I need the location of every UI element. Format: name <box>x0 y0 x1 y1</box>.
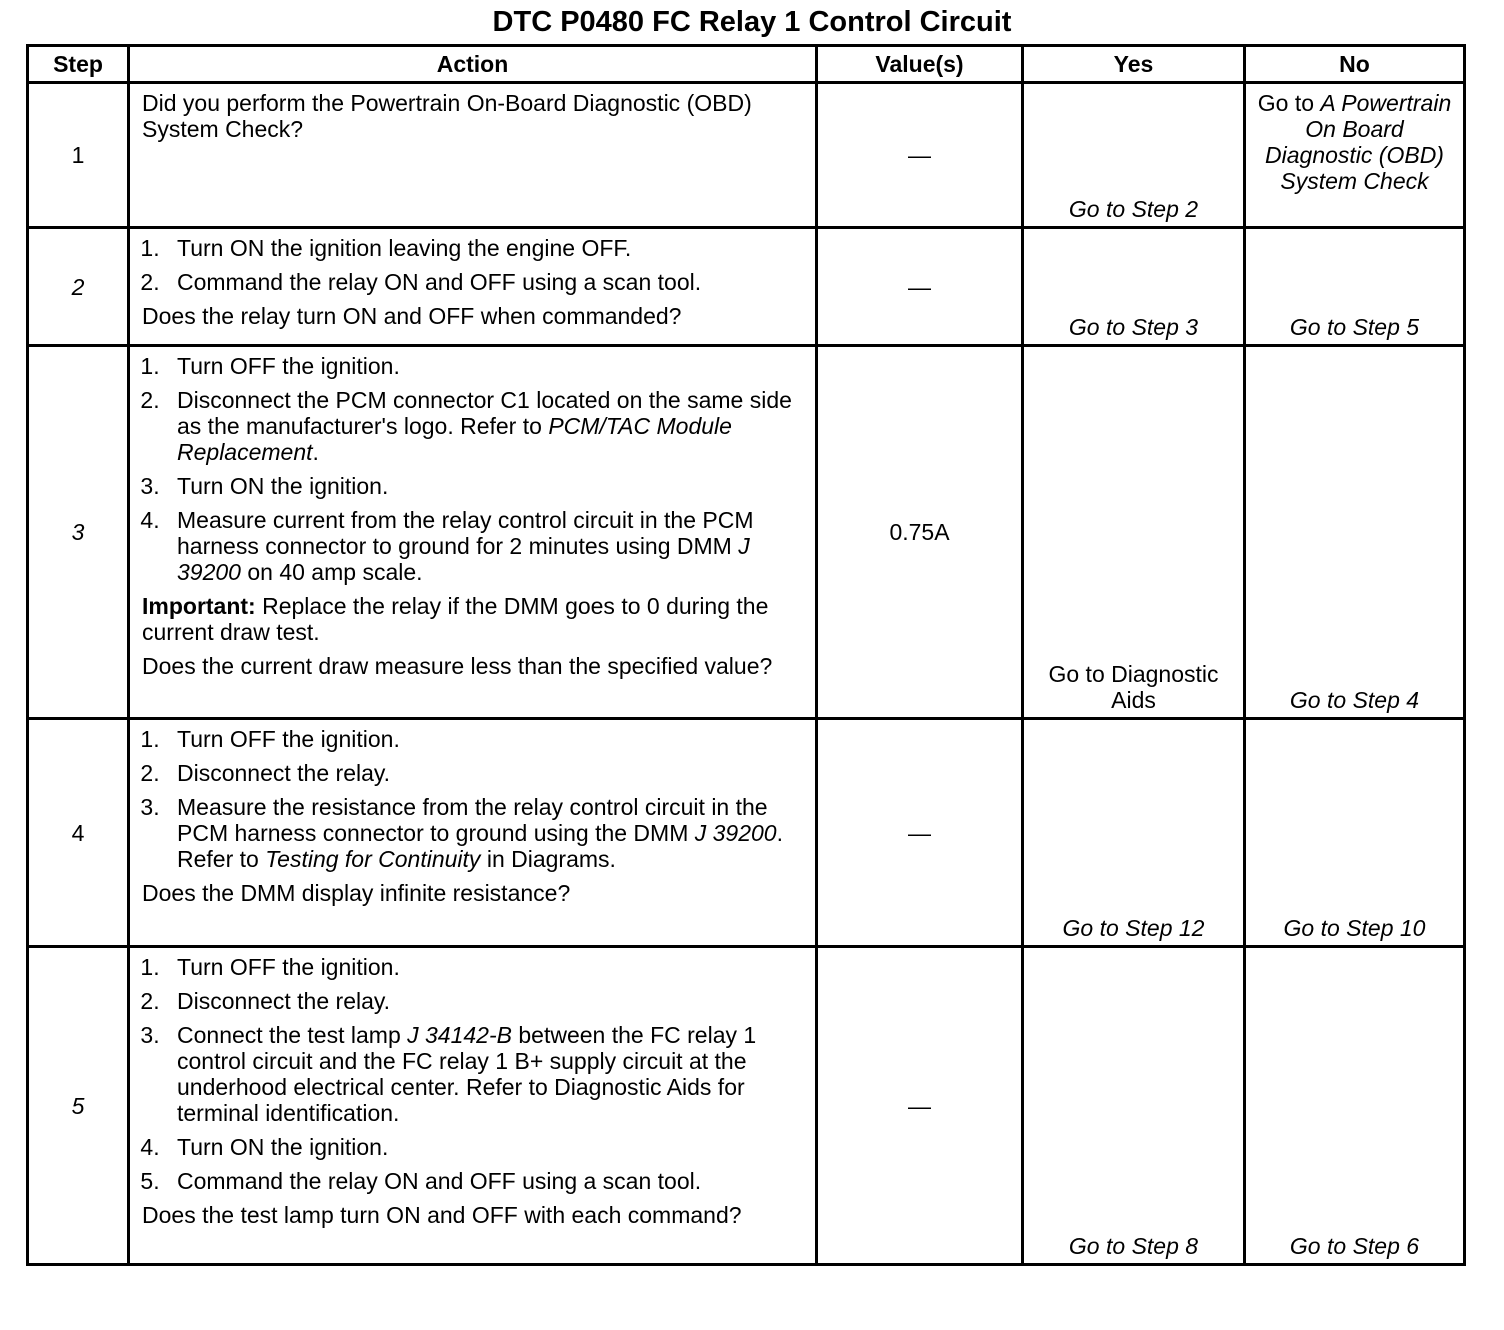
action-step: 1. Turn ON the ignition leaving the engine OFF. <box>166 235 805 261</box>
step-number: 3 <box>28 346 129 719</box>
action-step-text: Disconnect the PCM connector C1 located on the same side as the manufacturer's logo. Refer to <box>177 387 792 439</box>
yes-cell[interactable]: Go to Step 3 <box>1023 228 1245 346</box>
tool-number: J 39200 <box>694 820 777 846</box>
action-step: 2. Command the relay ON and OFF using a scan tool. <box>166 269 805 295</box>
action-step-text: Connect the test lamp <box>177 1022 401 1048</box>
important-text: Replace the relay if the DMM goes to 0 during the current draw test. <box>142 593 769 645</box>
no-prefix: Go to <box>1257 90 1315 116</box>
action-steps <box>142 235 805 295</box>
step-number: 1 <box>28 83 129 228</box>
action-question: Did you perform the Powertrain On-Board Diagnostic (OBD) System Check? <box>142 90 752 142</box>
action-step <box>166 507 805 585</box>
step-number: 2 <box>28 228 129 346</box>
obd-system-check-link[interactable]: A Powertrain On Board Diagnostic (OBD) System Check <box>1265 90 1452 194</box>
header-no: No <box>1245 46 1465 83</box>
action-cell <box>129 947 817 1265</box>
table-row <box>28 719 1465 947</box>
action-step-text: between the FC relay 1 control circuit and the FC relay 1 B+ supply circuit at the underhood electrical center. Refer to Diagnostic Aids for terminal identification. <box>177 1022 757 1126</box>
step-number: 5 <box>28 947 129 1265</box>
header-values: Value(s) <box>817 46 1023 83</box>
no-cell[interactable]: Go to Step 5 <box>1245 228 1465 346</box>
action-step <box>166 794 805 872</box>
yes-cell[interactable]: Go to Step 8 <box>1023 947 1245 1265</box>
action-step-text: Measure current from the relay control circuit in the PCM harness connector to ground for 2 minutes using DMM <box>177 507 754 559</box>
table-row <box>28 346 1465 719</box>
important-note <box>142 593 805 645</box>
tool-number: J 34142-B <box>407 1022 512 1048</box>
action-step: 2. Disconnect the relay. <box>166 760 805 786</box>
yes-cell[interactable]: Go to Diagnostic Aids <box>1023 346 1245 719</box>
yes-cell[interactable]: Go to Step 12 <box>1023 719 1245 947</box>
action-question: Does the test lamp turn ON and OFF with each command? <box>142 1202 742 1228</box>
action-step: 5. Command the relay ON and OFF using a scan tool. <box>166 1168 805 1194</box>
pcm-tac-module-replacement-link[interactable]: PCM/TAC Module Replacement <box>177 413 732 465</box>
value-cell: — <box>817 228 1023 346</box>
value-cell: — <box>817 719 1023 947</box>
no-cell[interactable] <box>1245 83 1465 228</box>
action-step: 4. Turn ON the ignition. <box>166 1134 805 1160</box>
action-cell <box>129 719 817 947</box>
action-step-text: Measure the resistance from the relay control circuit in the PCM harness connector to ground using the DMM <box>177 794 768 846</box>
no-cell[interactable]: Go to Step 10 <box>1245 719 1465 947</box>
header-action: Action <box>129 46 817 83</box>
diagnostic-table <box>26 44 1466 1266</box>
no-cell[interactable]: Go to Step 4 <box>1245 346 1465 719</box>
table-row <box>28 228 1465 346</box>
tool-number: J 39200 <box>177 533 750 585</box>
action-question: Does the current draw measure less than the specified value? <box>142 653 773 679</box>
action-step: 1. Turn OFF the ignition. <box>166 353 805 379</box>
action-steps <box>142 353 805 585</box>
action-step-text: . Refer to <box>177 820 783 872</box>
action-cell <box>129 83 817 228</box>
action-step-text: on 40 amp scale. <box>247 559 423 585</box>
page-title: DTC P0480 FC Relay 1 Control Circuit <box>492 6 1012 38</box>
action-step: 1. Turn OFF the ignition. <box>166 954 805 980</box>
action-steps <box>142 726 805 872</box>
action-question: Does the DMM display infinite resistance? <box>142 880 571 906</box>
value-cell: — <box>817 83 1023 228</box>
action-cell <box>129 346 817 719</box>
action-step <box>166 1022 805 1126</box>
no-cell[interactable]: Go to Step 6 <box>1245 947 1465 1265</box>
action-steps <box>142 954 805 1194</box>
header-row <box>28 46 1465 83</box>
yes-cell[interactable]: Go to Step 2 <box>1023 83 1245 228</box>
header-step: Step <box>28 46 129 83</box>
action-step: 2. Disconnect the PCM connector C1 located on the same side as the manufacturer's logo. Refer to PCM/TAC Module Replacement. <box>166 387 805 465</box>
action-step-text: in Diagrams. <box>486 846 616 872</box>
action-step: 2. Disconnect the relay. <box>166 988 805 1014</box>
step-number: 4 <box>28 719 129 947</box>
action-step: 1. Turn OFF the ignition. <box>166 726 805 752</box>
testing-for-continuity-link[interactable]: Testing for Continuity <box>265 846 481 872</box>
value-cell: — <box>817 947 1023 1265</box>
value-cell: 0.75A <box>817 346 1023 719</box>
header-yes: Yes <box>1023 46 1245 83</box>
important-label: Important: <box>142 593 256 619</box>
table-row <box>28 947 1465 1265</box>
table-row <box>28 83 1465 228</box>
action-cell <box>129 228 817 346</box>
action-step: 3. Turn ON the ignition. <box>166 473 805 499</box>
action-question: Does the relay turn ON and OFF when commanded? <box>142 303 682 329</box>
